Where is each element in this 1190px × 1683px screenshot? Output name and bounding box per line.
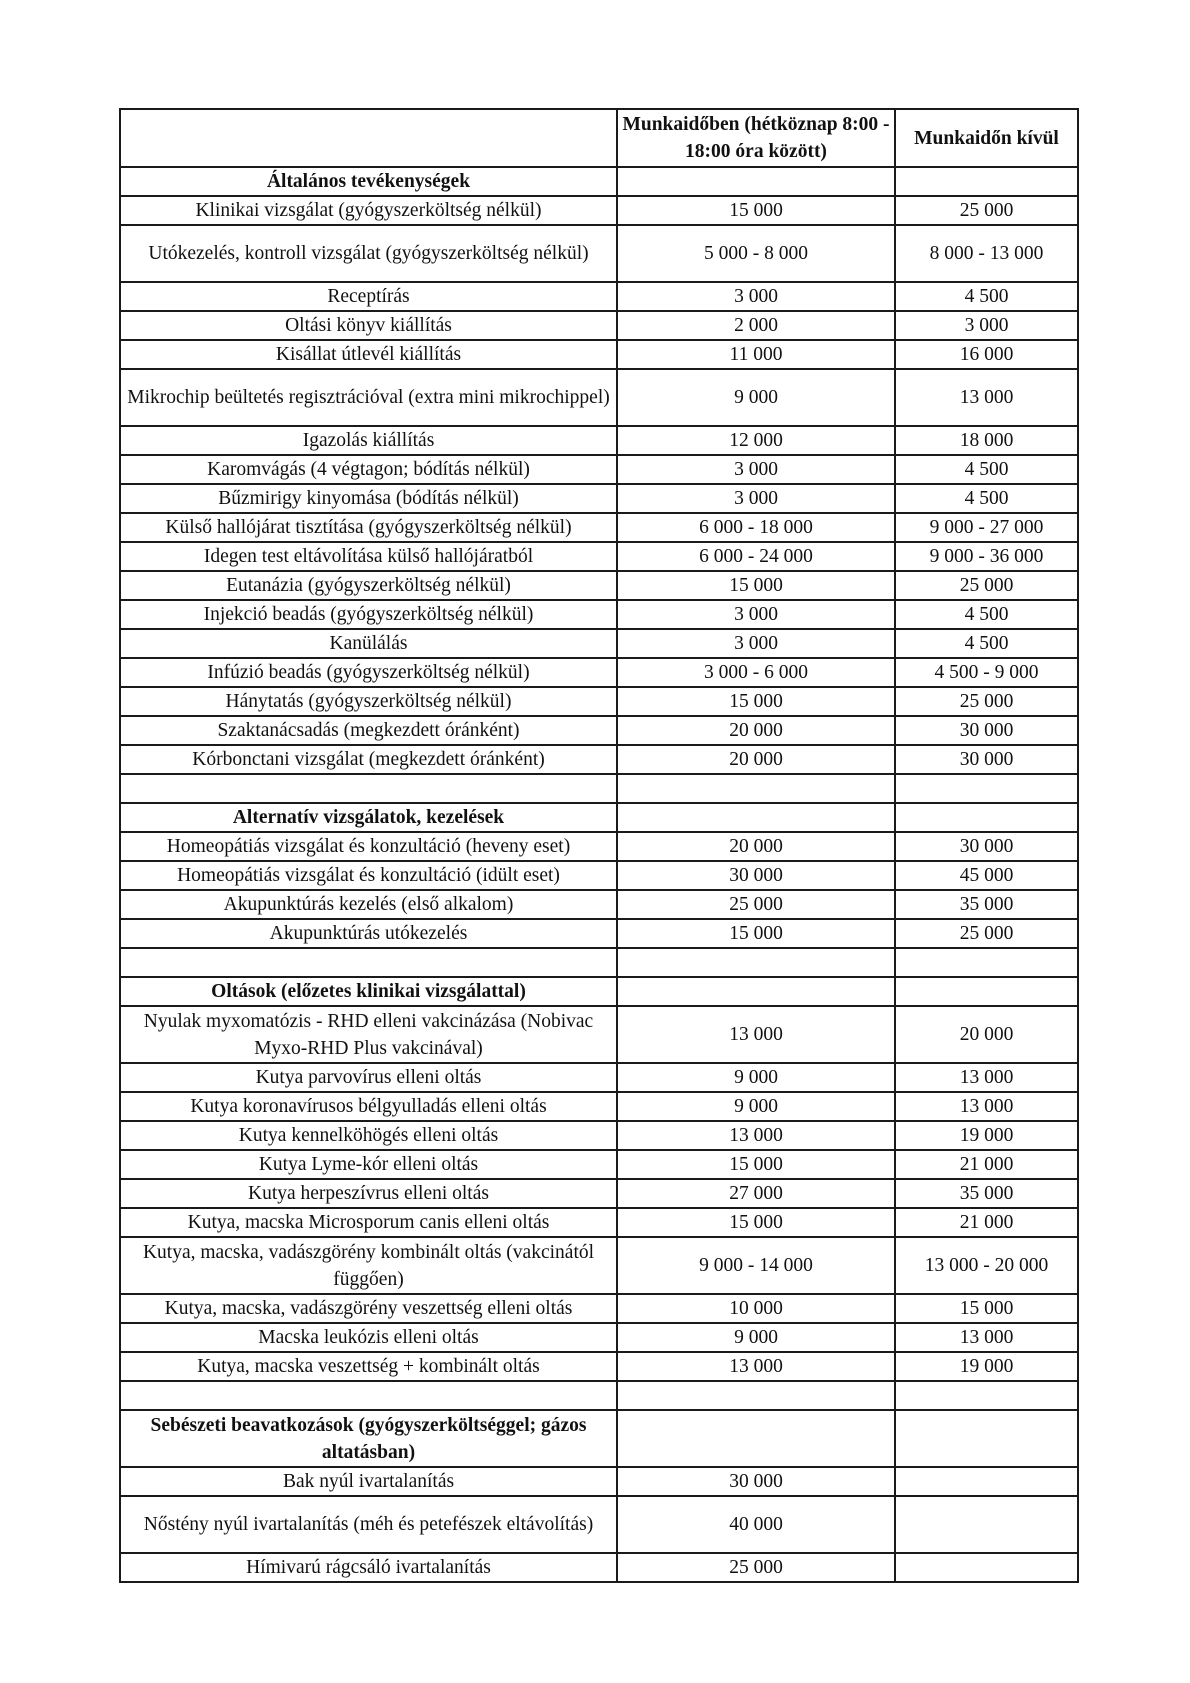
service-cell: Külső hallójárat tisztítása (gyógyszerköltség nélkül) xyxy=(120,513,617,542)
table-row xyxy=(120,225,1078,282)
after-hours-price: 4 500 xyxy=(895,282,1078,311)
after-hours-price: 13 000 xyxy=(895,369,1078,426)
after-hours-price: 30 000 xyxy=(895,832,1078,861)
table-row xyxy=(120,600,1078,629)
table-row xyxy=(120,1467,1078,1496)
service-cell: Kutya, macska, vadászgörény kombinált oltás (vakcinától függően) xyxy=(120,1237,617,1294)
service-cell: Utókezelés, kontroll vizsgálat (gyógyszerköltség nélkül) xyxy=(120,225,617,282)
table-row xyxy=(120,282,1078,311)
working-hours-price: 27 000 xyxy=(617,1179,895,1208)
after-hours-price: 19 000 xyxy=(895,1352,1078,1381)
after-hours-price: 25 000 xyxy=(895,919,1078,948)
working-hours-price: 12 000 xyxy=(617,426,895,455)
service-cell: Kutya, macska veszettség + kombinált oltás xyxy=(120,1352,617,1381)
working-hours-price: 6 000 - 24 000 xyxy=(617,542,895,571)
after-hours-price: 25 000 xyxy=(895,687,1078,716)
table-row xyxy=(120,513,1078,542)
service-cell: Macska leukózis elleni oltás xyxy=(120,1323,617,1352)
working-hours-price: 15 000 xyxy=(617,1208,895,1237)
working-hours-price: 9 000 xyxy=(617,1063,895,1092)
working-hours-price: 11 000 xyxy=(617,340,895,369)
working-hours-price: 3 000 xyxy=(617,455,895,484)
working-hours-price: 9 000 - 14 000 xyxy=(617,1237,895,1294)
service-cell: Kutya parvovírus elleni oltás xyxy=(120,1063,617,1092)
service-cell: Kutya, macska Microsporum canis elleni oltás xyxy=(120,1208,617,1237)
table-row xyxy=(120,369,1078,426)
service-cell: Karomvágás (4 végtagon; bódítás nélkül) xyxy=(120,455,617,484)
table-row xyxy=(120,1352,1078,1381)
service-cell: Akupunktúrás kezelés (első alkalom) xyxy=(120,890,617,919)
working-hours-price: 13 000 xyxy=(617,1121,895,1150)
working-hours-price: 25 000 xyxy=(617,890,895,919)
service-cell xyxy=(120,1381,617,1410)
after-hours-price: 20 000 xyxy=(895,1006,1078,1063)
after-hours-price: 13 000 xyxy=(895,1323,1078,1352)
table-row xyxy=(120,311,1078,340)
working-hours-price xyxy=(617,1410,895,1467)
working-hours-price: 30 000 xyxy=(617,1467,895,1496)
table-row xyxy=(120,919,1078,948)
working-hours-price: 15 000 xyxy=(617,919,895,948)
after-hours-price: 15 000 xyxy=(895,1294,1078,1323)
service-cell: Kutya, macska, vadászgörény veszettség elleni oltás xyxy=(120,1294,617,1323)
after-hours-price: 13 000 xyxy=(895,1063,1078,1092)
working-hours-price: 5 000 - 8 000 xyxy=(617,225,895,282)
working-hours-price: 3 000 xyxy=(617,629,895,658)
service-cell: Kutya koronavírusos bélgyulladás elleni oltás xyxy=(120,1092,617,1121)
working-hours-price: 20 000 xyxy=(617,832,895,861)
working-hours-price: 10 000 xyxy=(617,1294,895,1323)
service-cell: Alternatív vizsgálatok, kezelések xyxy=(120,803,617,832)
section-row xyxy=(120,803,1078,832)
header-working-hours: Munkaidőben (hétköznap 8:00 - 18:00 óra között) xyxy=(617,109,895,167)
service-cell: Receptírás xyxy=(120,282,617,311)
after-hours-price: 30 000 xyxy=(895,745,1078,774)
working-hours-price: 9 000 xyxy=(617,369,895,426)
after-hours-price xyxy=(895,1467,1078,1496)
working-hours-price: 3 000 xyxy=(617,484,895,513)
table-row xyxy=(120,484,1078,513)
after-hours-price: 45 000 xyxy=(895,861,1078,890)
after-hours-price: 21 000 xyxy=(895,1208,1078,1237)
after-hours-price: 8 000 - 13 000 xyxy=(895,225,1078,282)
service-cell: Mikrochip beültetés regisztrációval (extra mini mikrochippel) xyxy=(120,369,617,426)
service-cell: Nőstény nyúl ivartalanítás (méh és petefészek eltávolítás) xyxy=(120,1496,617,1553)
service-cell: Hímivarú rágcsáló ivartalanítás xyxy=(120,1553,617,1582)
working-hours-price: 15 000 xyxy=(617,571,895,600)
after-hours-price xyxy=(895,774,1078,803)
after-hours-price xyxy=(895,167,1078,196)
service-cell: Homeopátiás vizsgálat és konzultáció (heveny eset) xyxy=(120,832,617,861)
after-hours-price: 25 000 xyxy=(895,571,1078,600)
after-hours-price xyxy=(895,977,1078,1006)
service-cell: Akupunktúrás utókezelés xyxy=(120,919,617,948)
header-service xyxy=(120,109,617,167)
service-cell: Bűzmirigy kinyomása (bódítás nélkül) xyxy=(120,484,617,513)
after-hours-price: 21 000 xyxy=(895,1150,1078,1179)
service-cell: Eutanázia (gyógyszerköltség nélkül) xyxy=(120,571,617,600)
service-cell: Nyulak myxomatózis - RHD elleni vakcinázása (Nobivac Myxo-RHD Plus vakcinával) xyxy=(120,1006,617,1063)
table-row xyxy=(120,745,1078,774)
working-hours-price: 20 000 xyxy=(617,716,895,745)
working-hours-price: 6 000 - 18 000 xyxy=(617,513,895,542)
section-row xyxy=(120,977,1078,1006)
table-row xyxy=(120,861,1078,890)
service-cell: Kutya herpeszívrus elleni oltás xyxy=(120,1179,617,1208)
working-hours-price xyxy=(617,977,895,1006)
working-hours-price: 3 000 xyxy=(617,282,895,311)
after-hours-price: 4 500 xyxy=(895,600,1078,629)
table-row xyxy=(120,1121,1078,1150)
after-hours-price xyxy=(895,1410,1078,1467)
after-hours-price xyxy=(895,1496,1078,1553)
working-hours-price: 13 000 xyxy=(617,1006,895,1063)
table-row xyxy=(120,340,1078,369)
after-hours-price: 4 500 xyxy=(895,455,1078,484)
after-hours-price: 9 000 - 27 000 xyxy=(895,513,1078,542)
after-hours-price: 25 000 xyxy=(895,196,1078,225)
after-hours-price: 13 000 - 20 000 xyxy=(895,1237,1078,1294)
working-hours-price xyxy=(617,167,895,196)
table-row xyxy=(120,658,1078,687)
service-cell: Szaktanácsadás (megkezdett óránként) xyxy=(120,716,617,745)
after-hours-price: 4 500 xyxy=(895,629,1078,658)
service-cell: Kórbonctani vizsgálat (megkezdett óránként) xyxy=(120,745,617,774)
table-row xyxy=(120,426,1078,455)
table-row xyxy=(120,1150,1078,1179)
table-row xyxy=(120,1063,1078,1092)
after-hours-price: 4 500 - 9 000 xyxy=(895,658,1078,687)
table-row xyxy=(120,571,1078,600)
working-hours-price xyxy=(617,803,895,832)
table-row xyxy=(120,1092,1078,1121)
table-row xyxy=(120,196,1078,225)
table-row xyxy=(120,1553,1078,1582)
working-hours-price: 20 000 xyxy=(617,745,895,774)
working-hours-price: 9 000 xyxy=(617,1323,895,1352)
after-hours-price: 35 000 xyxy=(895,890,1078,919)
table-row xyxy=(120,629,1078,658)
service-cell: Idegen test eltávolítása külső hallójáratból xyxy=(120,542,617,571)
service-cell: Hánytatás (gyógyszerköltség nélkül) xyxy=(120,687,617,716)
service-cell: Általános tevékenységek xyxy=(120,167,617,196)
section-row xyxy=(120,1410,1078,1467)
table-row xyxy=(120,1179,1078,1208)
service-cell: Kisállat útlevél kiállítás xyxy=(120,340,617,369)
table-body xyxy=(120,109,1078,1582)
service-cell: Kutya kennelköhögés elleni oltás xyxy=(120,1121,617,1150)
service-cell: Klinikai vizsgálat (gyógyszerköltség nélkül) xyxy=(120,196,617,225)
working-hours-price: 13 000 xyxy=(617,1352,895,1381)
blank-row xyxy=(120,774,1078,803)
after-hours-price xyxy=(895,803,1078,832)
working-hours-price: 40 000 xyxy=(617,1496,895,1553)
service-cell xyxy=(120,774,617,803)
after-hours-price: 3 000 xyxy=(895,311,1078,340)
after-hours-price: 18 000 xyxy=(895,426,1078,455)
working-hours-price: 15 000 xyxy=(617,196,895,225)
table-row xyxy=(120,1323,1078,1352)
table-row xyxy=(120,687,1078,716)
table-row xyxy=(120,1294,1078,1323)
table-row xyxy=(120,455,1078,484)
after-hours-price xyxy=(895,948,1078,977)
after-hours-price: 35 000 xyxy=(895,1179,1078,1208)
after-hours-price xyxy=(895,1553,1078,1582)
working-hours-price: 25 000 xyxy=(617,1553,895,1582)
working-hours-price: 3 000 xyxy=(617,600,895,629)
table-row xyxy=(120,890,1078,919)
after-hours-price: 30 000 xyxy=(895,716,1078,745)
working-hours-price: 3 000 - 6 000 xyxy=(617,658,895,687)
header-row xyxy=(120,109,1078,167)
blank-row xyxy=(120,1381,1078,1410)
service-cell: Oltások (előzetes klinikai vizsgálattal) xyxy=(120,977,617,1006)
after-hours-price: 16 000 xyxy=(895,340,1078,369)
section-row xyxy=(120,167,1078,196)
working-hours-price: 9 000 xyxy=(617,1092,895,1121)
service-cell: Infúzió beadás (gyógyszerköltség nélkül) xyxy=(120,658,617,687)
working-hours-price: 2 000 xyxy=(617,311,895,340)
working-hours-price: 15 000 xyxy=(617,687,895,716)
after-hours-price xyxy=(895,1381,1078,1410)
table-row xyxy=(120,716,1078,745)
table-row xyxy=(120,1237,1078,1294)
service-cell: Injekció beadás (gyógyszerköltség nélkül) xyxy=(120,600,617,629)
service-cell xyxy=(120,948,617,977)
table-row xyxy=(120,1208,1078,1237)
service-cell: Sebészeti beavatkozások (gyógyszerköltséggel; gázos altatásban) xyxy=(120,1410,617,1467)
table-row xyxy=(120,1006,1078,1063)
price-table xyxy=(119,108,1079,1583)
working-hours-price: 15 000 xyxy=(617,1150,895,1179)
service-cell: Kanülálás xyxy=(120,629,617,658)
working-hours-price xyxy=(617,948,895,977)
service-cell: Bak nyúl ivartalanítás xyxy=(120,1467,617,1496)
after-hours-price: 13 000 xyxy=(895,1092,1078,1121)
working-hours-price: 30 000 xyxy=(617,861,895,890)
table-row xyxy=(120,542,1078,571)
service-cell: Oltási könyv kiállítás xyxy=(120,311,617,340)
working-hours-price xyxy=(617,774,895,803)
blank-row xyxy=(120,948,1078,977)
service-cell: Kutya Lyme-kór elleni oltás xyxy=(120,1150,617,1179)
working-hours-price xyxy=(617,1381,895,1410)
table-row xyxy=(120,1496,1078,1553)
after-hours-price: 4 500 xyxy=(895,484,1078,513)
table-row xyxy=(120,832,1078,861)
after-hours-price: 19 000 xyxy=(895,1121,1078,1150)
header-after-hours: Munkaidőn kívül xyxy=(895,109,1078,167)
after-hours-price: 9 000 - 36 000 xyxy=(895,542,1078,571)
service-cell: Igazolás kiállítás xyxy=(120,426,617,455)
service-cell: Homeopátiás vizsgálat és konzultáció (idült eset) xyxy=(120,861,617,890)
